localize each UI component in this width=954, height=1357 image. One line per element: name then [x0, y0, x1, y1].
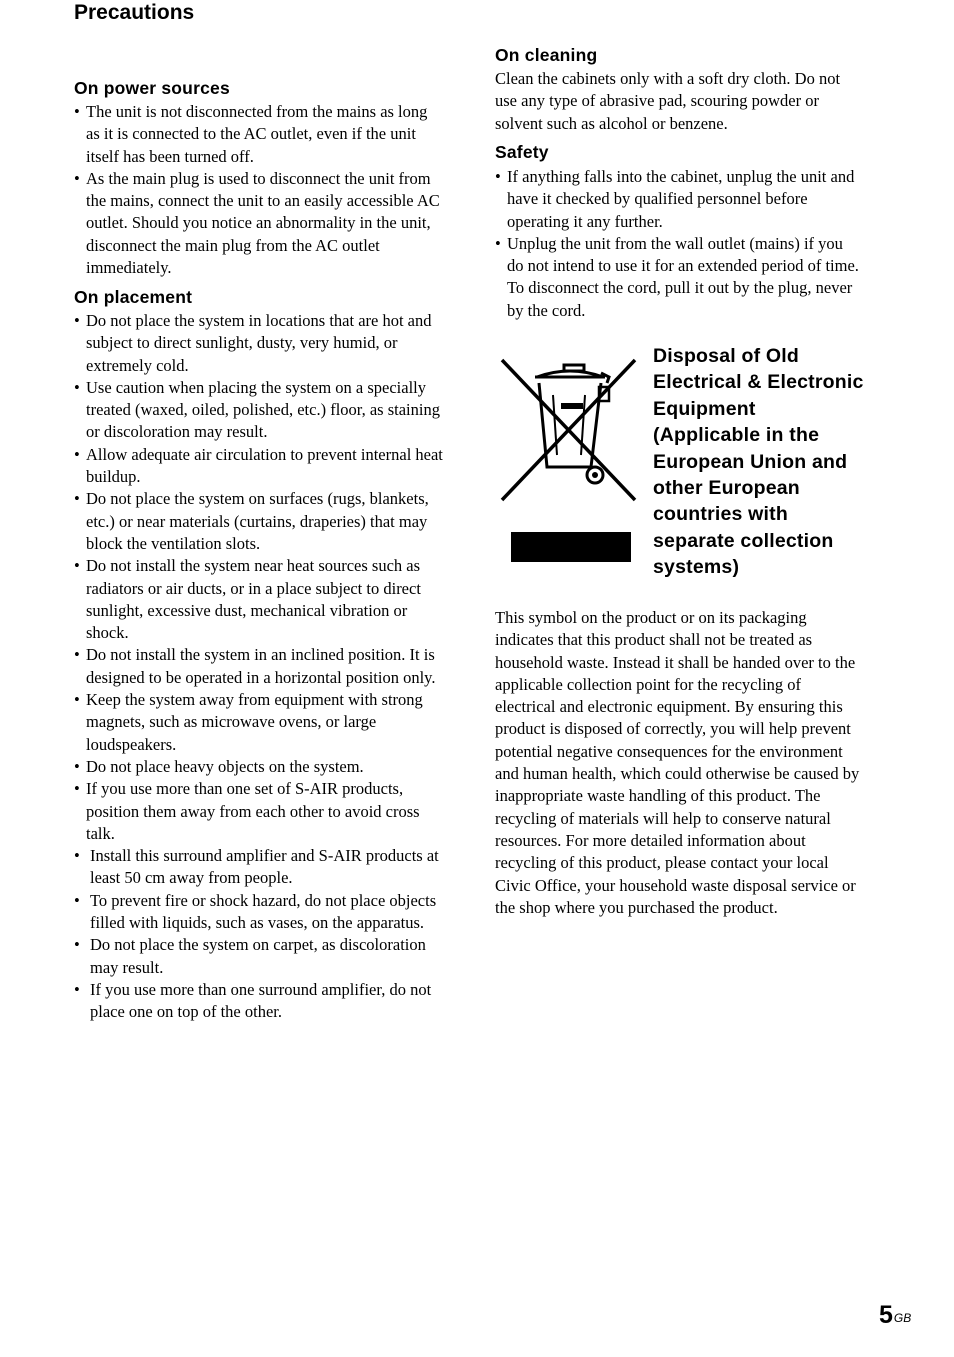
- safety-heading: Safety: [495, 142, 549, 162]
- disposal-heading: Disposal of Old Electrical & Electronic Equipment (Applicable in the European Union and other European countries with separate collection systems): [653, 345, 864, 579]
- list-item: • Do not place heavy objects on the system.: [74, 756, 444, 778]
- page-number-suffix: GB: [893, 1311, 912, 1325]
- placement-list: [74, 310, 444, 1024]
- page-title: Precautions: [74, 1, 195, 24]
- cleaning-text: Clean the cabinets only with a soft dry cloth. Do not use any type of abrasive pad, scouring powder or solvent such as alcohol or benzene.: [495, 69, 841, 133]
- list-item: • Unplug the unit from the wall outlet (mains) if you do not intend to use it for an extended period of time. To disconnect the cord, pull it out by the plug, never by the cord.: [495, 233, 863, 322]
- crossed-out-wheelie-bin-icon: [497, 355, 639, 505]
- list-item: • Do not place the system on surfaces (rugs, blankets, etc.) or near materials (curtains, draperies) that may block the ventilation slots.: [74, 488, 444, 555]
- list-item: • If you use more than one set of S-AIR products, position them away from each other to avoid cross talk.: [74, 778, 444, 845]
- cleaning-heading: On cleaning: [495, 45, 598, 65]
- safety-list: [495, 166, 863, 322]
- list-item: • To prevent fire or shock hazard, do not place objects filled with liquids, such as vases, on the apparatus.: [74, 890, 444, 935]
- list-item: • Use caution when placing the system on a specially treated (waxed, oiled, polished, etc.) floor, as staining or discoloration may result.: [74, 377, 444, 444]
- list-item: • Do not install the system near heat sources such as radiators or air ducts, or in a place subject to direct sunlight, excessive dust, mechanical vibration or shock.: [74, 555, 444, 644]
- list-item: • As the main plug is used to disconnect the unit from the mains, connect the unit to an easily accessible AC outlet. Should you notice an abnormality in the unit, disconnect the main plug from the AC outlet immediately.: [74, 168, 444, 279]
- list-item: • Do not place the system in locations that are hot and subject to direct sunlight, dusty, very humid, or extremely cold.: [74, 310, 444, 377]
- list-item: • If you use more than one surround amplifier, do not place one on top of the other.: [74, 979, 444, 1024]
- list-item: • Keep the system away from equipment with strong magnets, such as microwave ovens, or large loudspeakers.: [74, 689, 444, 756]
- weee-bar: [511, 532, 631, 562]
- list-item: • Do not place the system on carpet, as discoloration may result.: [74, 934, 444, 979]
- list-item: • Install this surround amplifier and S-AIR products at least 50 cm away from people.: [74, 845, 444, 890]
- page-number: [879, 1300, 911, 1330]
- power-sources-list: [74, 101, 444, 279]
- disposal-text: This symbol on the product or on its packaging indicates that this product shall not be treated as household waste. Instead it shall be handed over to the applicable collection point for the recycling of electrical and electronic equipment. By ensuring this product is disposed of correctly, you will help prevent potential negative consequences for the environment and human health, which could otherwise be caused by inappropriate waste handling of this product. The recycling of materials will help to conserve natural resources. For more detailed information about recycling of this product, please contact your local Civic Office, your household waste disposal service or the shop where you purchased the product.: [495, 608, 860, 917]
- list-item: • If anything falls into the cabinet, unplug the unit and have it checked by qualified personnel before operating it any further.: [495, 166, 863, 233]
- list-item: • The unit is not disconnected from the mains as long as it is connected to the AC outlet, even if the unit itself has been turned off.: [74, 101, 444, 168]
- list-item: • Allow adequate air circulation to prevent internal heat buildup.: [74, 444, 444, 489]
- page-number-value: 5: [879, 1301, 893, 1329]
- placement-heading: On placement: [74, 287, 193, 307]
- list-item: • Do not install the system in an inclined position. It is designed to be operated in a horizontal position only.: [74, 644, 444, 689]
- power-sources-heading: On power sources: [74, 78, 230, 98]
